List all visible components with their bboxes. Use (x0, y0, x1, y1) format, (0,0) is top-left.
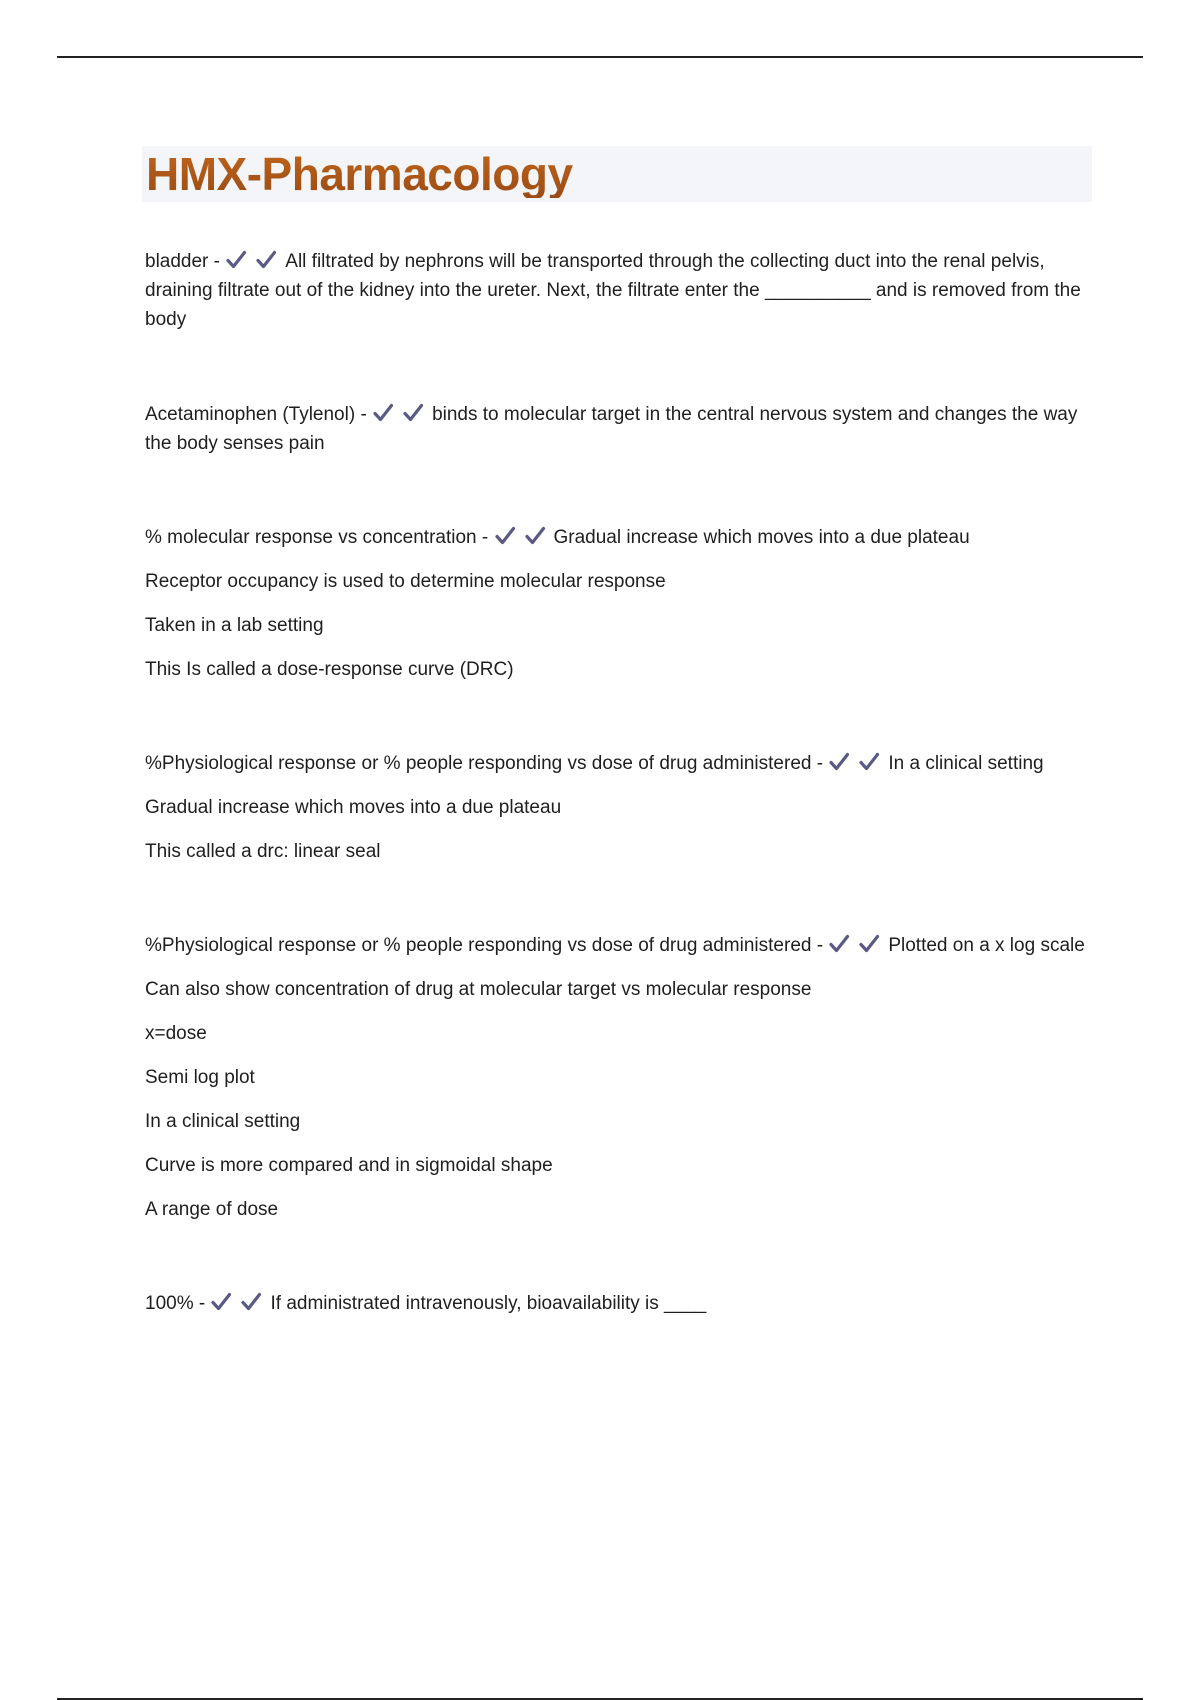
check-icon (524, 525, 546, 547)
card-note: Semi log plot (145, 1067, 255, 1088)
card-definition: binds to molecular target in the central nervous system and changes the way the body senses pain (145, 404, 1078, 454)
card-term: % molecular response vs concentration - (145, 527, 489, 548)
card-term: bladder - (145, 251, 220, 272)
card-note: A range of dose (145, 1199, 279, 1220)
flashcard-list (145, 247, 1085, 1318)
card-note: This called a drc: linear seal (145, 841, 381, 862)
card-note: In a clinical setting (145, 1111, 301, 1132)
header-rule (57, 56, 1143, 58)
card-definition: In a clinical setting (888, 753, 1044, 774)
card-definition: Plotted on a x log scale (888, 935, 1085, 956)
check-icon (255, 249, 277, 271)
check-icon (858, 751, 880, 773)
flashcard (145, 931, 1085, 1224)
check-icon (372, 402, 394, 424)
flashcard (145, 247, 1085, 334)
card-note: Taken in a lab setting (145, 615, 324, 636)
check-icon (828, 751, 850, 773)
check-icon (828, 933, 850, 955)
document-title: HMX-Pharmacology (146, 148, 573, 200)
card-term: 100% - (145, 1293, 206, 1314)
card-definition: All filtrated by nephrons will be transported through the collecting duct into the renal pelvis, draining filtrate out of the kidney into the ureter. Next, the filtrate enter the __________ and is removed from the body (145, 251, 1081, 330)
flashcard (145, 400, 1085, 458)
card-note: x=dose (145, 1023, 207, 1044)
card-note: This Is called a dose-response curve (DRC) (145, 659, 514, 680)
check-icon (858, 933, 880, 955)
card-term: Acetaminophen (Tylenol) - (145, 404, 367, 425)
flashcard (145, 1289, 1085, 1318)
check-icon (494, 525, 516, 547)
card-note: Receptor occupancy is used to determine molecular response (145, 571, 666, 592)
card-definition: If administrated intravenously, bioavailability is ____ (270, 1293, 707, 1314)
flashcard (145, 749, 1085, 866)
check-icon (402, 402, 424, 424)
card-definition: Gradual increase which moves into a due plateau (553, 527, 970, 548)
card-note: Gradual increase which moves into a due plateau (145, 797, 562, 818)
check-icon (225, 249, 247, 271)
check-icon (210, 1291, 232, 1313)
card-term: %Physiological response or % people responding vs dose of drug administered - (145, 935, 824, 956)
card-note: Can also show concentration of drug at molecular target vs molecular response (145, 979, 812, 1000)
card-note: Curve is more compared and in sigmoidal shape (145, 1155, 553, 1176)
check-icon (240, 1291, 262, 1313)
title-banner (142, 146, 1092, 202)
flashcard (145, 523, 1085, 684)
card-term: %Physiological response or % people responding vs dose of drug administered - (145, 753, 824, 774)
